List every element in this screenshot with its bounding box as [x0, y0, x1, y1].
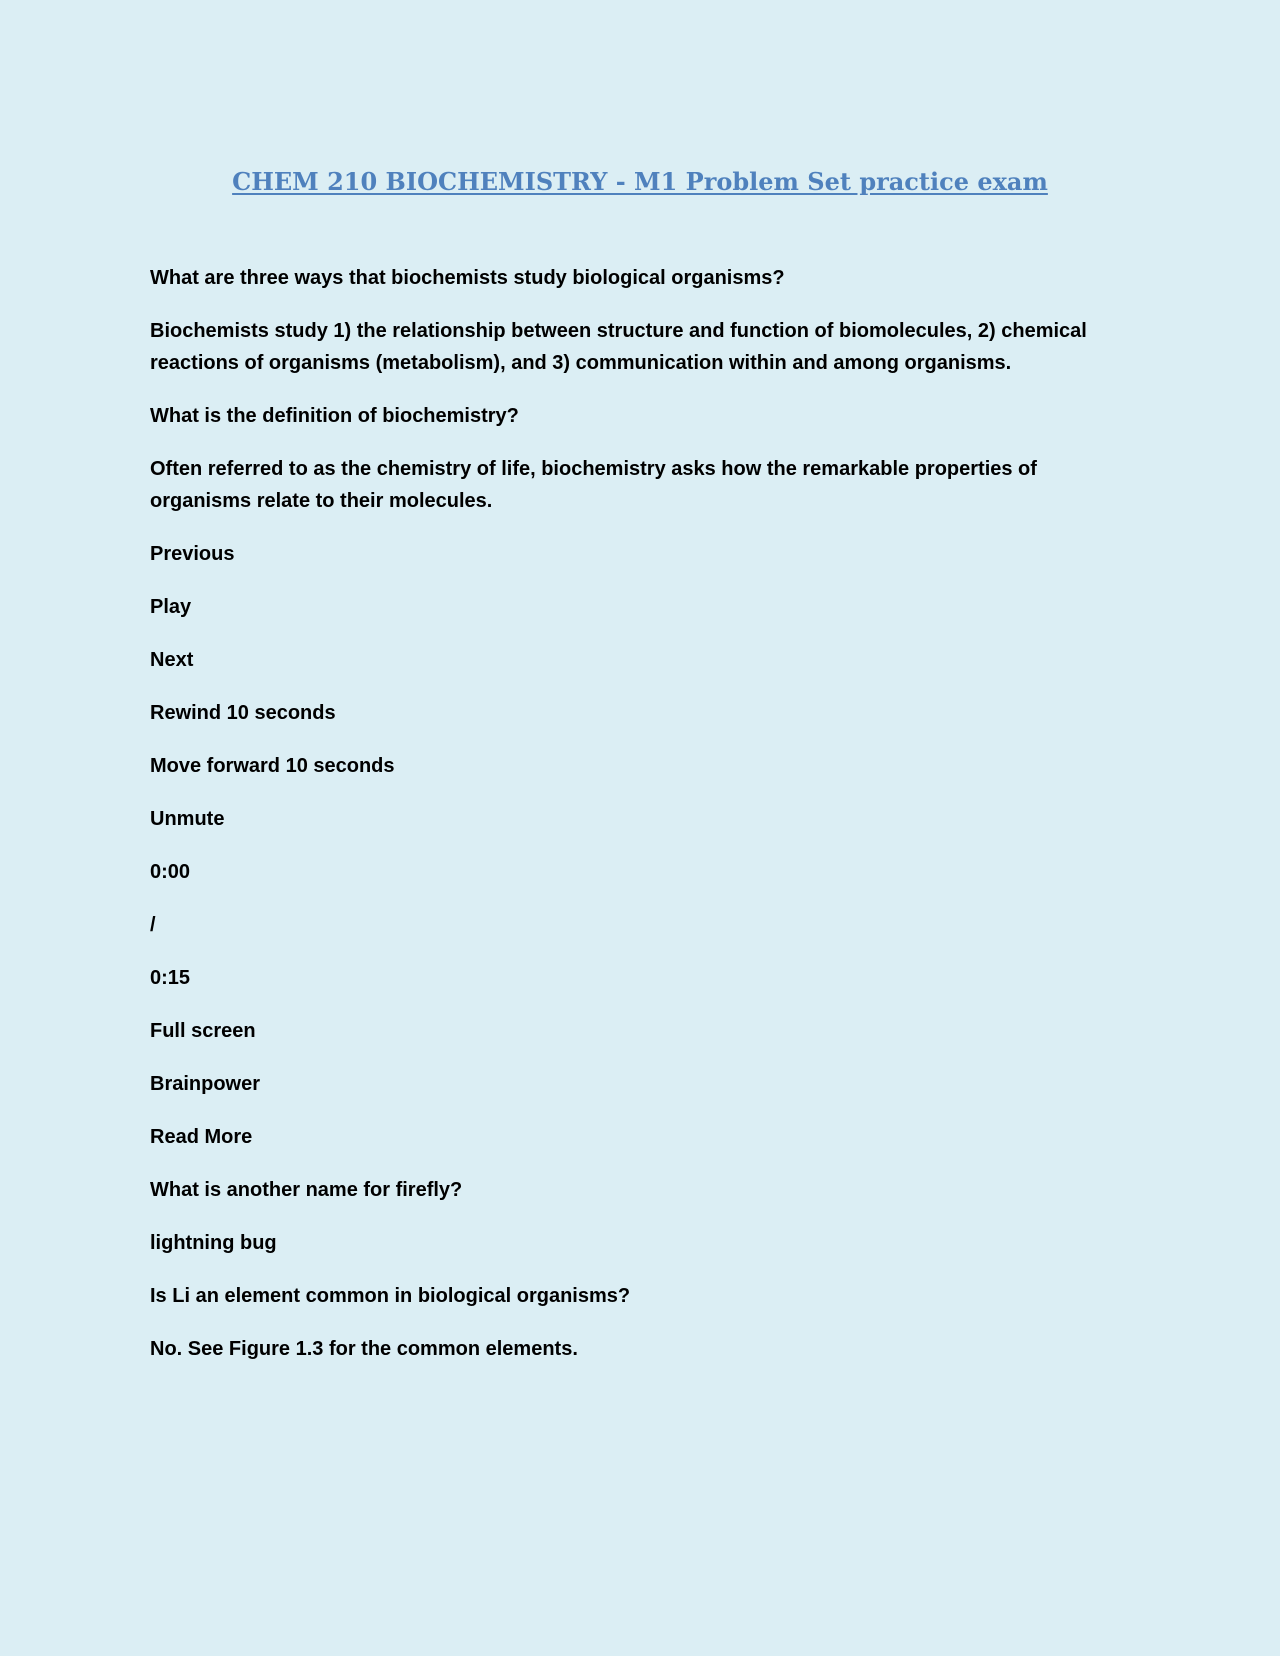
text-brainpower: Brainpower [150, 1073, 261, 1095]
answer-lithium: No. See Figure 1.3 for the common elements. [150, 1338, 578, 1360]
answer-biochem-definition: Often referred to as the chemistry of life, biochemistry asks how the remarkable properties of organisms relate to their molecules. [150, 458, 1037, 512]
text-unmute: Unmute [150, 808, 225, 830]
text-time-separator: / [150, 914, 156, 936]
question-lithium: Is Li an element common in biological organisms? [150, 1285, 631, 1307]
text-duration: 0:15 [150, 967, 191, 989]
text-full-screen: Full screen [150, 1020, 256, 1042]
text-play: Play [150, 596, 192, 618]
answer-biochem-study-methods: Biochemists study 1) the relationship between structure and function of biomolecules, 2) chemical reactions of organisms (metabolism), and 3) communication within and among organisms. [150, 320, 1087, 374]
question-biochem-definition: What is the definition of biochemistry? [150, 405, 519, 427]
question-biochem-study-methods: What are three ways that biochemists study biological organisms? [150, 267, 785, 289]
text-previous: Previous [150, 543, 235, 565]
question-firefly: What is another name for firefly? [150, 1179, 463, 1201]
text-next: Next [150, 649, 194, 671]
document-body [150, 262, 1110, 1386]
text-rewind: Rewind 10 seconds [150, 702, 336, 724]
document-title: CHEM 210 BIOCHEMISTRY - M1 Problem Set practice exam [232, 167, 1048, 196]
text-read-more: Read More [150, 1126, 253, 1148]
answer-firefly: lightning bug [150, 1232, 277, 1254]
text-move-forward: Move forward 10 seconds [150, 755, 395, 777]
text-current-time: 0:00 [150, 861, 191, 883]
